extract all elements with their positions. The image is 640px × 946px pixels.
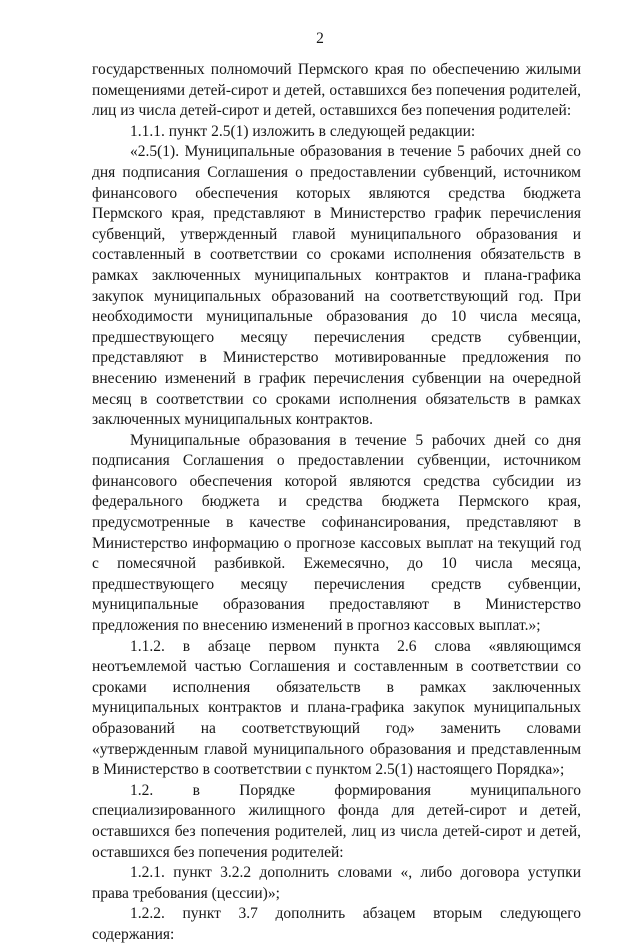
paragraph-item-1-2-2: 1.2.2. пункт 3.7 дополнить абзацем вторым следующего содержания: — [92, 905, 581, 943]
paragraph-item-1-1-1: 1.1.1. пункт 2.5(1) изложить в следующей редакции: — [130, 122, 476, 140]
document-body — [92, 60, 581, 946]
paragraph-clause-2-5-1-part-1: «2.5(1). Муниципальные образования в течение 5 рабочих дней со дня подписания Соглашения о предоставлении субвенций, источником финансового обеспечения которых являются средства бюджета Пермского края, представляют в Министерство график перечисления субвенций, утвержденный главой муниципального образования и составленный в соответствии со сроками исполнения обязательств в рамках заключенных муниципальных контрактов и плана-графика закупок муниципальных образований на соответствующий год. При необходимости муниципальные образования до 10 числа месяца, предшествующего месяцу перечисления средств субвенции, представляют в Министерство мотивированные предложения по внесению изменений в график перечисления субвенции на очередной месяц в соответствии со сроками исполнения обязательств в рамках заключенных муниципальных контрактов. — [92, 143, 581, 429]
paragraph-item-1-2: 1.2. в Порядке формирования муниципального специализированного жилищного фонда для детей-сирот и детей, оставшихся без попечения родителей, лиц из числа детей-сирот и детей, оставшихся без попечения родителей: — [92, 781, 581, 861]
paragraph-item-1-1-2: 1.1.2. в абзаце первом пункта 2.6 слова «являющимся неотъемлемой частью Соглашения и составленным в соответствии со сроками исполнения обязательств в рамках заключенных муниципальных контрактов и плана-графика закупок муниципальных образований на соответствующий год» заменить словами «утвержденным главой муниципального образования и представленным в Министерство в соответствии с пунктом 2.5(1) настоящего Порядка»; — [92, 637, 581, 779]
page-number: 2 — [316, 30, 324, 47]
paragraph-item-1-2-1: 1.2.1. пункт 3.2.2 дополнить словами «, либо договора уступки права требования (цессии)»; — [92, 864, 581, 902]
paragraph-clause-2-5-1-part-2: Муниципальные образования в течение 5 рабочих дней со дня подписания Соглашения о предоставлении субвенции, источником финансового обеспечения которой являются средства субсидии из федерального бюджета и средства бюджета Пермского края, предусмотренные в качестве софинансирования, представляют в Министерство информацию о прогнозе кассовых выплат на текущий год с помесячной разбивкой. Ежемесячно, до 10 числа месяца, предшествующего месяцу перечисления средств субвенции, муниципальные образования предоставляют в Министерство предложения по внесению изменений в прогноз кассовых выплат.»; — [92, 431, 581, 635]
paragraph-intro-continuation: государственных полномочий Пермского края по обеспечению жилыми помещениями детей-сирот и детей, оставшихся без попечения родителей, лиц из числа детей-сирот и детей, оставшихся без попечения родителей: — [92, 61, 581, 120]
